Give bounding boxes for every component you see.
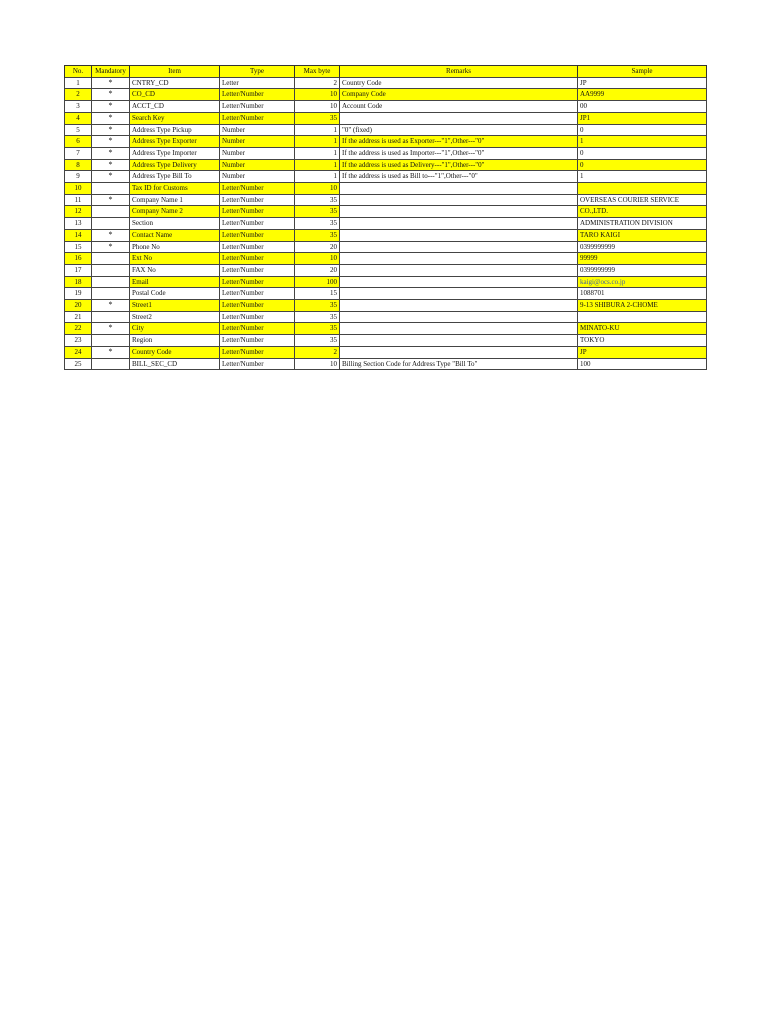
table-row: [65, 77, 707, 89]
cell-remarks[interactable]: [340, 241, 578, 253]
cell-remarks[interactable]: [340, 276, 578, 288]
cell-mandatory[interactable]: *: [92, 136, 130, 148]
cell-mandatory[interactable]: *: [92, 112, 130, 124]
table-row: [65, 276, 707, 288]
cell-type[interactable]: Letter/Number: [220, 206, 295, 218]
cell-max-byte[interactable]: 35: [295, 323, 340, 335]
cell-mandatory[interactable]: [92, 276, 130, 288]
cell-no[interactable]: 19: [65, 288, 92, 300]
cell-type[interactable]: Letter/Number: [220, 311, 295, 323]
cell-mandatory[interactable]: [92, 311, 130, 323]
cell-no[interactable]: 9: [65, 171, 92, 183]
cell-sample[interactable]: 100: [578, 358, 707, 370]
cell-remarks[interactable]: [340, 323, 578, 335]
cell-item[interactable]: ACCT_CD: [130, 101, 220, 113]
cell-remarks[interactable]: If the address is used as Delivery---"1",Other---"0": [340, 159, 578, 171]
header-sample[interactable]: Sample: [578, 66, 707, 78]
spreadsheet: [64, 65, 707, 370]
cell-remarks[interactable]: [340, 218, 578, 230]
cell-remarks[interactable]: Billing Section Code for Address Type "Bill To": [340, 358, 578, 370]
cell-type[interactable]: Number: [220, 159, 295, 171]
cell-mandatory[interactable]: [92, 206, 130, 218]
cell-item[interactable]: Postal Code: [130, 288, 220, 300]
table-row: [65, 124, 707, 136]
cell-remarks[interactable]: Country Code: [340, 77, 578, 89]
header-item[interactable]: Item: [130, 66, 220, 78]
cell-remarks[interactable]: If the address is used as Exporter---"1",Other---"0": [340, 136, 578, 148]
table-row: [65, 264, 707, 276]
cell-max-byte[interactable]: 10: [295, 183, 340, 195]
cell-type[interactable]: Letter/Number: [220, 101, 295, 113]
cell-item[interactable]: FAX No: [130, 264, 220, 276]
cell-remarks[interactable]: [340, 311, 578, 323]
cell-remarks[interactable]: [340, 335, 578, 347]
table-row: [65, 218, 707, 230]
cell-mandatory[interactable]: *: [92, 101, 130, 113]
cell-type[interactable]: Letter/Number: [220, 89, 295, 101]
cell-no[interactable]: 15: [65, 241, 92, 253]
cell-type[interactable]: Number: [220, 147, 295, 159]
cell-sample[interactable]: JP: [578, 77, 707, 89]
cell-no[interactable]: 23: [65, 335, 92, 347]
cell-sample[interactable]: AA9999: [578, 89, 707, 101]
cell-remarks[interactable]: [340, 229, 578, 241]
cell-sample[interactable]: 0: [578, 147, 707, 159]
cell-mandatory[interactable]: [92, 358, 130, 370]
cell-max-byte[interactable]: 1: [295, 159, 340, 171]
cell-type[interactable]: Letter/Number: [220, 112, 295, 124]
table-row: [65, 89, 707, 101]
cell-remarks[interactable]: [340, 253, 578, 265]
cell-item[interactable]: Contact Name: [130, 229, 220, 241]
cell-max-byte[interactable]: 10: [295, 358, 340, 370]
cell-max-byte[interactable]: 20: [295, 241, 340, 253]
cell-mandatory[interactable]: *: [92, 124, 130, 136]
cell-max-byte[interactable]: 35: [295, 218, 340, 230]
cell-sample[interactable]: OVERSEAS COURIER SERVICE: [578, 194, 707, 206]
cell-sample[interactable]: 1: [578, 136, 707, 148]
cell-mandatory[interactable]: *: [92, 159, 130, 171]
cell-max-byte[interactable]: 2: [295, 77, 340, 89]
cell-remarks[interactable]: [340, 288, 578, 300]
cell-max-byte[interactable]: 10: [295, 89, 340, 101]
cell-sample[interactable]: MINATO-KU: [578, 323, 707, 335]
cell-mandatory[interactable]: [92, 253, 130, 265]
table-row: [65, 194, 707, 206]
cell-max-byte[interactable]: 35: [295, 300, 340, 312]
cell-mandatory[interactable]: *: [92, 194, 130, 206]
cell-max-byte[interactable]: 10: [295, 253, 340, 265]
cell-item[interactable]: Phone No: [130, 241, 220, 253]
cell-type[interactable]: Letter/Number: [220, 358, 295, 370]
cell-max-byte[interactable]: 15: [295, 288, 340, 300]
cell-sample[interactable]: TOKYO: [578, 335, 707, 347]
cell-remarks[interactable]: [340, 183, 578, 195]
cell-no[interactable]: 11: [65, 194, 92, 206]
table-row: [65, 183, 707, 195]
header-row: [65, 66, 707, 78]
cell-item[interactable]: Section: [130, 218, 220, 230]
cell-mandatory[interactable]: [92, 218, 130, 230]
cell-remarks[interactable]: [340, 346, 578, 358]
cell-type[interactable]: Letter/Number: [220, 194, 295, 206]
cell-remarks[interactable]: If the address is used as Importer---"1",Other---"0": [340, 147, 578, 159]
cell-item[interactable]: Company Name 2: [130, 206, 220, 218]
table-row: [65, 241, 707, 253]
cell-max-byte[interactable]: 35: [295, 206, 340, 218]
cell-sample[interactable]: 9-13 SHIBURA 2-CHOME: [578, 300, 707, 312]
table-row: [65, 253, 707, 265]
cell-mandatory[interactable]: [92, 264, 130, 276]
cell-max-byte[interactable]: 10: [295, 101, 340, 113]
cell-sample[interactable]: 00: [578, 101, 707, 113]
table-row: [65, 311, 707, 323]
cell-mandatory[interactable]: *: [92, 229, 130, 241]
cell-remarks[interactable]: Company Code: [340, 89, 578, 101]
cell-type[interactable]: Letter: [220, 77, 295, 89]
cell-max-byte[interactable]: 1: [295, 136, 340, 148]
cell-mandatory[interactable]: *: [92, 89, 130, 101]
cell-mandatory[interactable]: *: [92, 77, 130, 89]
table-row: [65, 335, 707, 347]
cell-max-byte[interactable]: 35: [295, 335, 340, 347]
address-spec-table: [64, 65, 707, 370]
cell-mandatory[interactable]: *: [92, 323, 130, 335]
cell-item[interactable]: Address Type Bill To: [130, 171, 220, 183]
cell-mandatory[interactable]: [92, 183, 130, 195]
cell-sample[interactable]: JP1: [578, 112, 707, 124]
cell-no[interactable]: 1: [65, 77, 92, 89]
cell-remarks[interactable]: If the address is used as Bill to---"1",Other---"0": [340, 171, 578, 183]
cell-type[interactable]: Letter/Number: [220, 346, 295, 358]
cell-item[interactable]: Region: [130, 335, 220, 347]
cell-max-byte[interactable]: 100: [295, 276, 340, 288]
cell-sample[interactable]: TARO KAIGI: [578, 229, 707, 241]
cell-type[interactable]: Letter/Number: [220, 300, 295, 312]
cell-no[interactable]: 17: [65, 264, 92, 276]
cell-item[interactable]: Tax ID for Customs: [130, 183, 220, 195]
cell-no[interactable]: 13: [65, 218, 92, 230]
cell-item[interactable]: Street1: [130, 300, 220, 312]
cell-sample[interactable]: 0399999999: [578, 264, 707, 276]
cell-no[interactable]: 3: [65, 101, 92, 113]
cell-type[interactable]: Number: [220, 171, 295, 183]
cell-item[interactable]: Address Type Exporter: [130, 136, 220, 148]
table-row: [65, 171, 707, 183]
cell-type[interactable]: Letter/Number: [220, 241, 295, 253]
cell-type[interactable]: Number: [220, 136, 295, 148]
cell-no[interactable]: 7: [65, 147, 92, 159]
cell-type[interactable]: Letter/Number: [220, 323, 295, 335]
cell-sample[interactable]: ADMINISTRATION DIVISION: [578, 218, 707, 230]
cell-no[interactable]: 18: [65, 276, 92, 288]
header-mandatory[interactable]: Mandatory: [92, 66, 130, 78]
header-no[interactable]: No.: [65, 66, 92, 78]
cell-sample[interactable]: 0: [578, 159, 707, 171]
cell-no[interactable]: 25: [65, 358, 92, 370]
cell-item[interactable]: Address Type Importer: [130, 147, 220, 159]
table-row: [65, 136, 707, 148]
cell-remarks[interactable]: [340, 112, 578, 124]
cell-item[interactable]: Email: [130, 276, 220, 288]
cell-mandatory[interactable]: *: [92, 147, 130, 159]
cell-no[interactable]: 12: [65, 206, 92, 218]
cell-no[interactable]: 5: [65, 124, 92, 136]
cell-item[interactable]: Company Name 1: [130, 194, 220, 206]
cell-remarks[interactable]: [340, 194, 578, 206]
cell-no[interactable]: 22: [65, 323, 92, 335]
table-row: [65, 323, 707, 335]
cell-sample[interactable]: [578, 183, 707, 195]
cell-max-byte[interactable]: 2: [295, 346, 340, 358]
cell-sample[interactable]: 0: [578, 124, 707, 136]
cell-remarks[interactable]: "0" (fixed): [340, 124, 578, 136]
cell-sample[interactable]: kaigi@ocs.co.jp: [578, 276, 707, 288]
header-type[interactable]: Type: [220, 66, 295, 78]
cell-sample[interactable]: 1088701: [578, 288, 707, 300]
table-row: [65, 101, 707, 113]
cell-no[interactable]: 20: [65, 300, 92, 312]
cell-item[interactable]: Address Type Delivery: [130, 159, 220, 171]
cell-item[interactable]: Search Key: [130, 112, 220, 124]
cell-remarks[interactable]: [340, 264, 578, 276]
cell-mandatory[interactable]: [92, 288, 130, 300]
cell-max-byte[interactable]: 1: [295, 124, 340, 136]
table-row: [65, 206, 707, 218]
cell-max-byte[interactable]: 35: [295, 229, 340, 241]
cell-no[interactable]: 24: [65, 346, 92, 358]
cell-no[interactable]: 16: [65, 253, 92, 265]
cell-type[interactable]: Letter/Number: [220, 276, 295, 288]
cell-max-byte[interactable]: 20: [295, 264, 340, 276]
cell-sample[interactable]: JP: [578, 346, 707, 358]
cell-item[interactable]: CO_CD: [130, 89, 220, 101]
cell-sample[interactable]: [578, 311, 707, 323]
cell-sample[interactable]: 99999: [578, 253, 707, 265]
cell-sample[interactable]: 0399999999: [578, 241, 707, 253]
cell-type[interactable]: Letter/Number: [220, 183, 295, 195]
cell-remarks[interactable]: [340, 206, 578, 218]
cell-type[interactable]: Letter/Number: [220, 335, 295, 347]
cell-type[interactable]: Letter/Number: [220, 264, 295, 276]
cell-item[interactable]: Ext No: [130, 253, 220, 265]
cell-no[interactable]: 6: [65, 136, 92, 148]
header-max-byte[interactable]: Max byte: [295, 66, 340, 78]
cell-max-byte[interactable]: 1: [295, 147, 340, 159]
table-row: [65, 229, 707, 241]
cell-type[interactable]: Letter/Number: [220, 288, 295, 300]
cell-sample[interactable]: 1: [578, 171, 707, 183]
cell-item[interactable]: BILL_SEC_CD: [130, 358, 220, 370]
cell-no[interactable]: 4: [65, 112, 92, 124]
cell-no[interactable]: 2: [65, 89, 92, 101]
cell-remarks[interactable]: [340, 300, 578, 312]
cell-no[interactable]: 8: [65, 159, 92, 171]
cell-no[interactable]: 21: [65, 311, 92, 323]
cell-type[interactable]: Letter/Number: [220, 218, 295, 230]
table-row: [65, 112, 707, 124]
table-row: [65, 147, 707, 159]
table-row: [65, 288, 707, 300]
cell-mandatory[interactable]: *: [92, 346, 130, 358]
cell-item[interactable]: City: [130, 323, 220, 335]
header-remarks[interactable]: Remarks: [340, 66, 578, 78]
cell-no[interactable]: 10: [65, 183, 92, 195]
cell-type[interactable]: Number: [220, 124, 295, 136]
cell-item[interactable]: Country Code: [130, 346, 220, 358]
cell-no[interactable]: 14: [65, 229, 92, 241]
cell-item[interactable]: Address Type Pickup: [130, 124, 220, 136]
table-row: [65, 346, 707, 358]
cell-type[interactable]: Letter/Number: [220, 229, 295, 241]
table-row: [65, 358, 707, 370]
cell-item[interactable]: Street2: [130, 311, 220, 323]
cell-max-byte[interactable]: 35: [295, 194, 340, 206]
cell-item[interactable]: CNTRY_CD: [130, 77, 220, 89]
cell-remarks[interactable]: Account Code: [340, 101, 578, 113]
cell-sample[interactable]: CO.,LTD.: [578, 206, 707, 218]
cell-type[interactable]: Letter/Number: [220, 253, 295, 265]
table-row: [65, 300, 707, 312]
cell-mandatory[interactable]: *: [92, 300, 130, 312]
cell-max-byte[interactable]: 35: [295, 311, 340, 323]
table-row: [65, 159, 707, 171]
cell-mandatory[interactable]: *: [92, 171, 130, 183]
cell-mandatory[interactable]: *: [92, 241, 130, 253]
cell-mandatory[interactable]: [92, 335, 130, 347]
cell-max-byte[interactable]: 35: [295, 112, 340, 124]
cell-max-byte[interactable]: 1: [295, 171, 340, 183]
